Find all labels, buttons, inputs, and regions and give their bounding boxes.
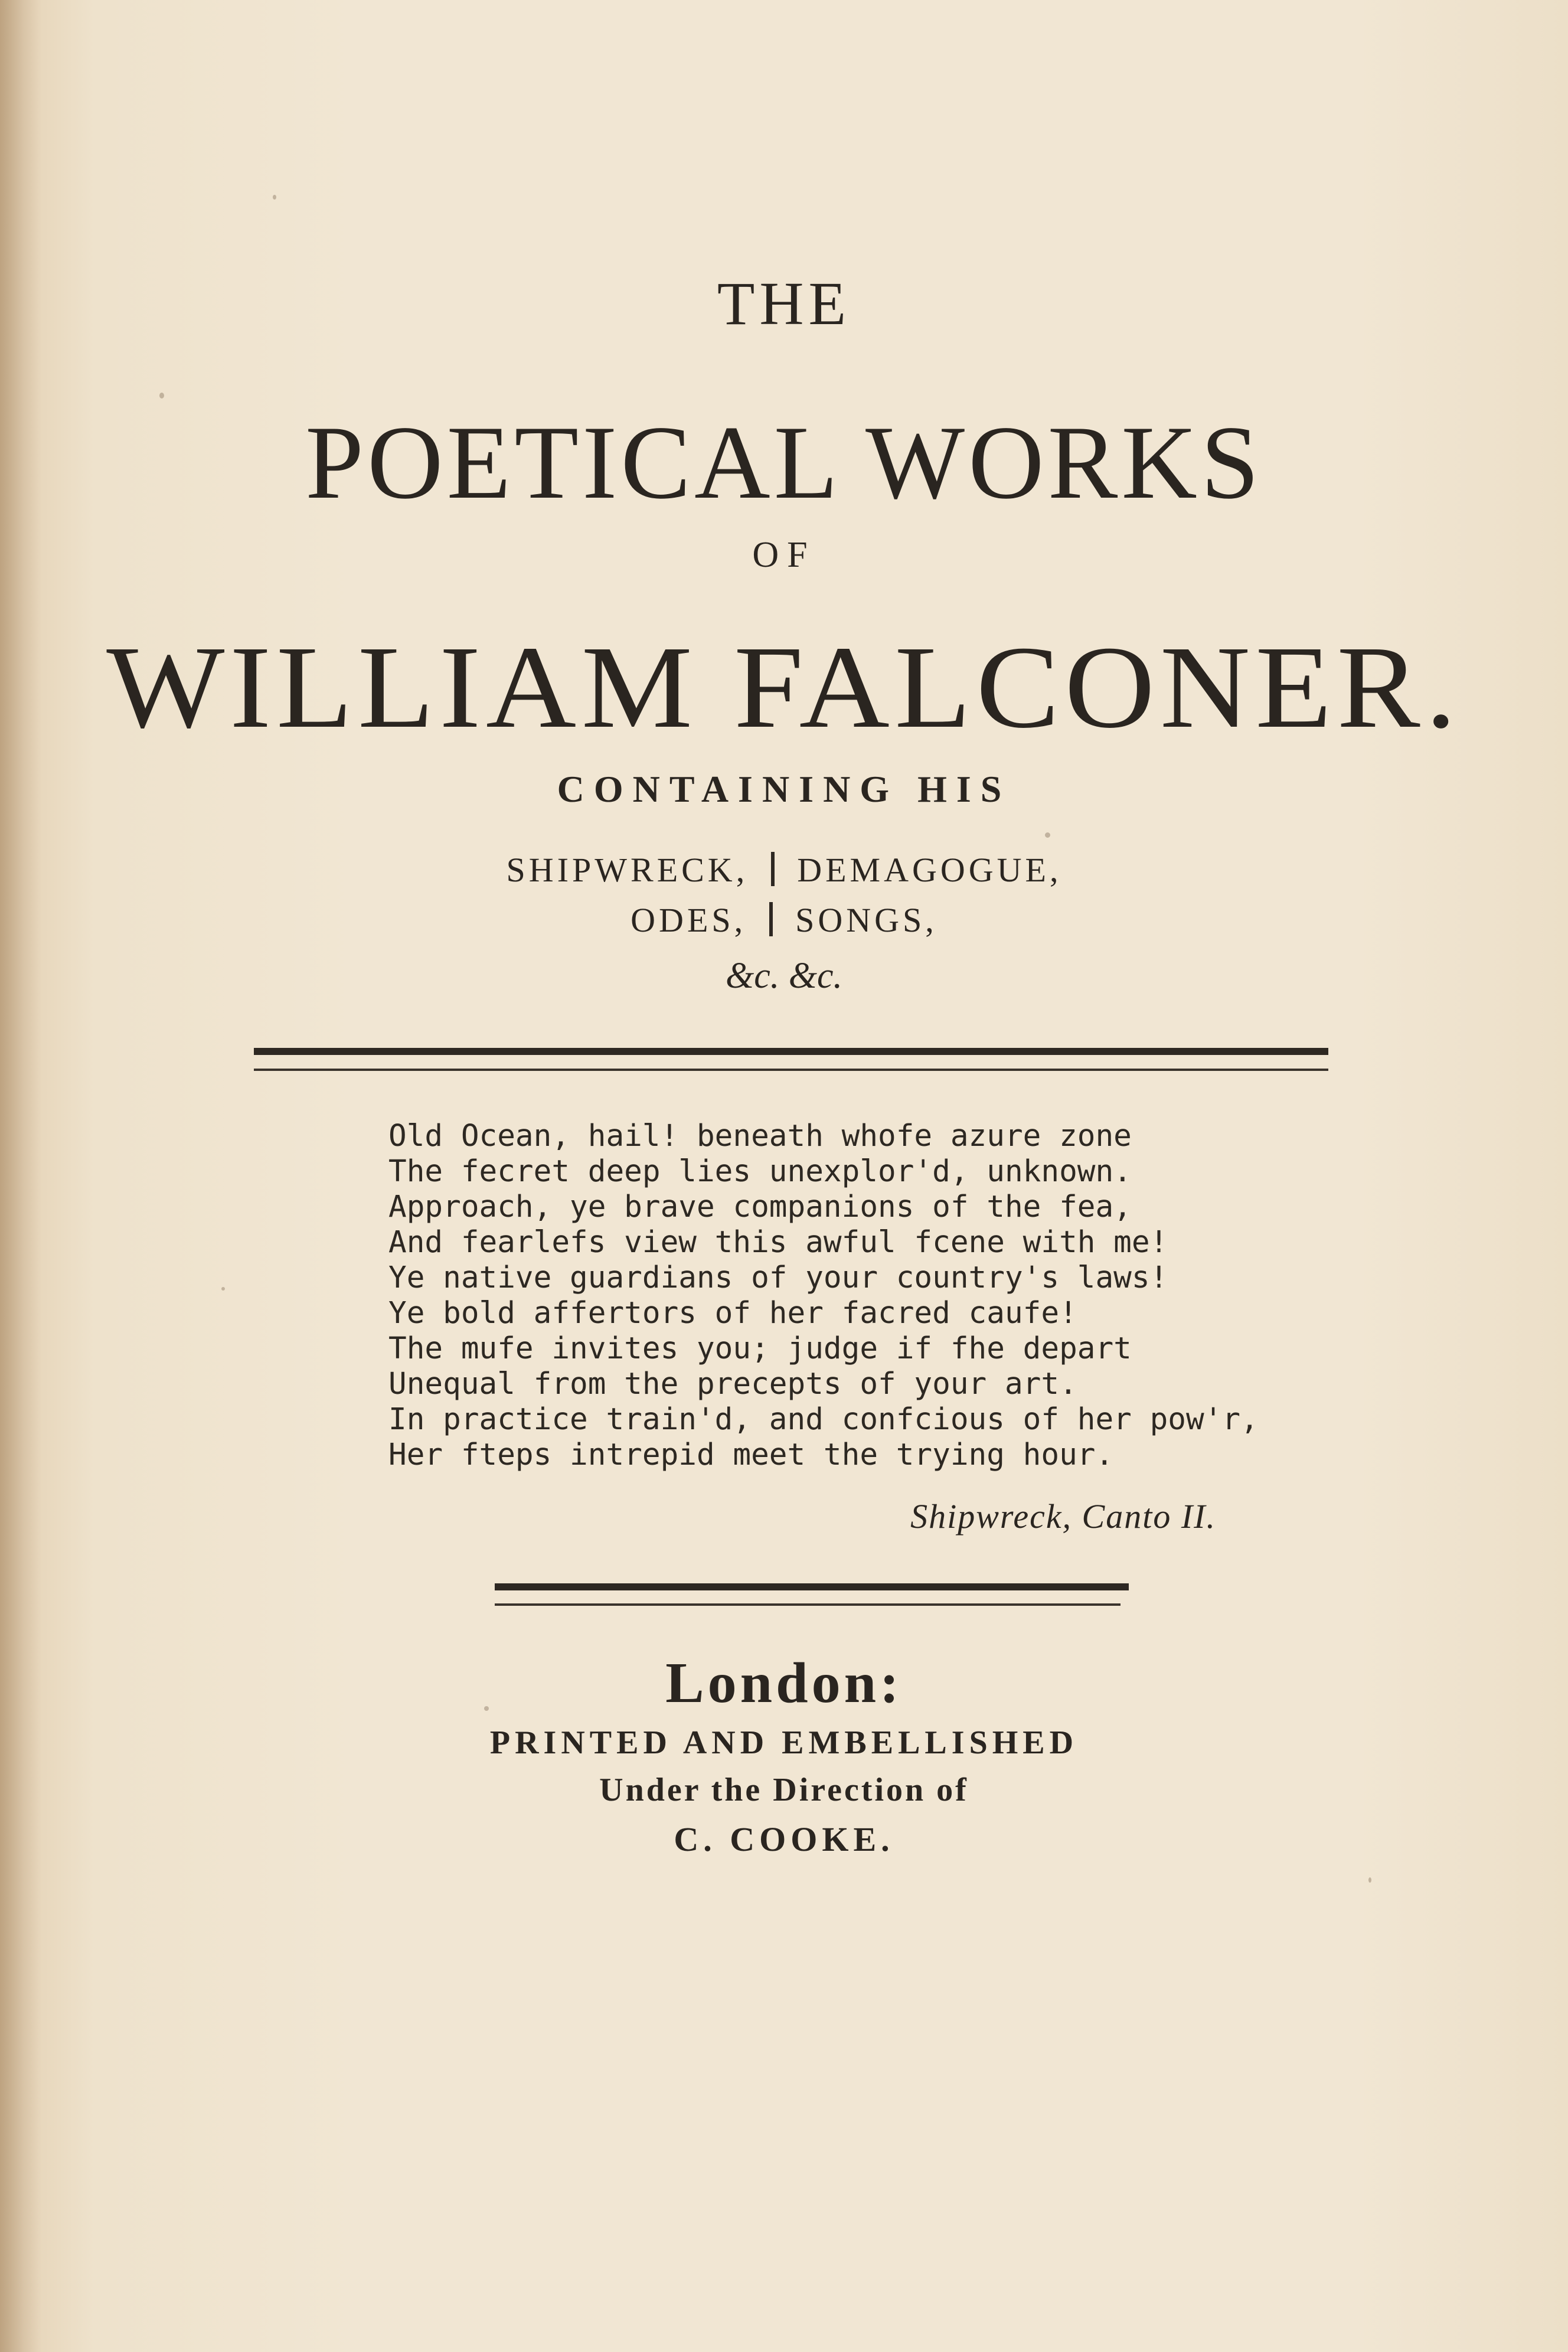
paper-speck <box>1045 832 1050 838</box>
paper-speck <box>221 1287 225 1291</box>
epigraph-line: The fecret deep lies unexplor'd, unknown. <box>388 1154 1132 1189</box>
title-main: POETICAL WORKS <box>305 404 1263 521</box>
epigraph-line: Approach, ye brave companions of the fea, <box>388 1190 1132 1224</box>
title-of: OF <box>752 535 816 575</box>
work-divider <box>769 902 773 936</box>
work-odes: ODES, <box>631 901 747 939</box>
work-shipwreck: SHIPWRECK, <box>506 851 749 889</box>
lower-rule-thin <box>495 1603 1121 1606</box>
imprint-direction: Under the Direction of <box>599 1772 969 1808</box>
contents-line-2 <box>0 900 1568 940</box>
epigraph <box>388 1119 1259 1473</box>
imprint-city: London: <box>665 1651 903 1715</box>
paper-speck <box>273 195 276 200</box>
epigraph-line: And fearlefs view this awful fcene with me! <box>388 1225 1168 1260</box>
author-name: WILLIAM FALCONER. <box>106 622 1462 753</box>
epigraph-line: Ye native guardians of your country's laws! <box>388 1260 1168 1295</box>
work-divider <box>771 852 775 886</box>
epigraph-line: Ye bold affertors of her facred caufe! <box>388 1296 1077 1331</box>
upper-rule-thick <box>254 1048 1328 1055</box>
spine-shadow <box>0 0 41 2352</box>
work-demagogue: DEMAGOGUE, <box>797 851 1062 889</box>
paper-speck <box>1368 1877 1371 1883</box>
lower-rule-thick <box>495 1583 1129 1590</box>
imprint-printer: C. COOKE. <box>674 1820 894 1858</box>
epigraph-citation: Shipwreck, Canto II. <box>910 1497 1216 1536</box>
contents-etc: &c. &c. <box>726 956 842 996</box>
work-songs: SONGS, <box>795 901 937 939</box>
epigraph-line: In practice train'd, and confcious of her pow'r, <box>388 1402 1259 1437</box>
epigraph-line: Unequal from the precepts of your art. <box>388 1367 1077 1402</box>
imprint-printed: PRINTED AND EMBELLISHED <box>489 1724 1079 1761</box>
upper-rule-thin <box>254 1069 1328 1071</box>
contents-heading: CONTAINING HIS <box>557 768 1011 810</box>
title-the: THE <box>717 270 851 338</box>
contents-line-1 <box>0 850 1568 890</box>
epigraph-line: Old Ocean, hail! beneath whofe azure zone <box>388 1119 1132 1154</box>
epigraph-line: The mufe invites you; judge if fhe depart <box>388 1331 1132 1366</box>
epigraph-line: Her fteps intrepid meet the trying hour. <box>388 1438 1114 1472</box>
paper-speck <box>159 393 164 398</box>
